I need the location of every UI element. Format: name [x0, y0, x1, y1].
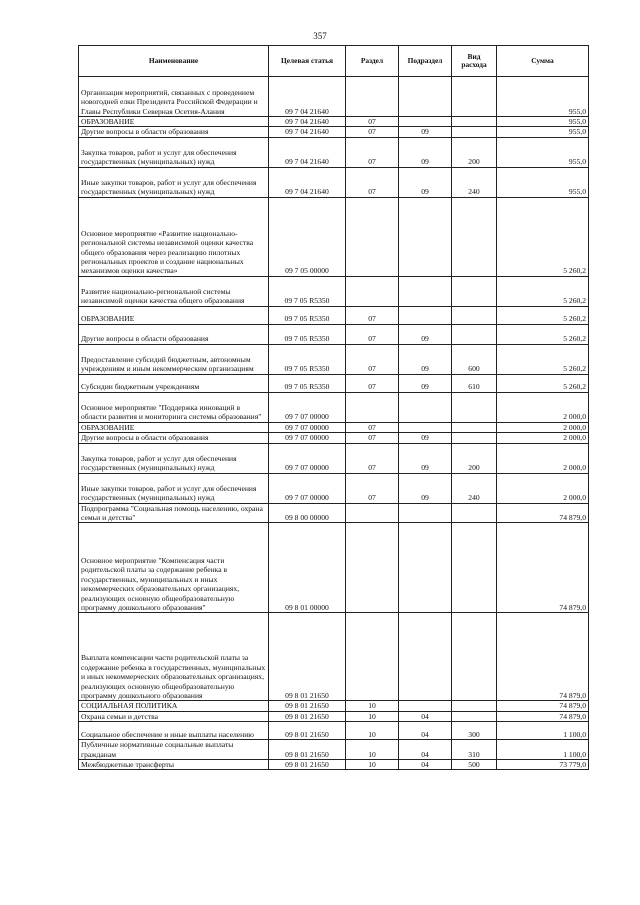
- table-cell-amount: 74 879,0: [497, 523, 589, 613]
- table-row: [79, 613, 589, 701]
- table-cell-subsection: [399, 117, 452, 127]
- table-cell-expense-type: 610: [452, 374, 497, 392]
- table-cell-amount: 955,0: [497, 137, 589, 167]
- table-cell-section: 10: [346, 760, 399, 770]
- table-row: [79, 167, 589, 197]
- table-cell-section: 07: [346, 137, 399, 167]
- table-cell-name: Развитие национально-региональной системы независимой оценки качества общего образования: [79, 276, 269, 306]
- table-cell-name: Иные закупки товаров, работ и услуг для обеспечения государственных (муниципальных) нужд: [79, 167, 269, 197]
- table-cell-name: Основное мероприятие "Поддержка инноваций в области развития и мониторинга системы образования": [79, 392, 269, 422]
- table-cell-expense-type: 240: [452, 473, 497, 503]
- table-cell-name: Закупка товаров, работ и услуг для обеспечения государственных (муниципальных) нужд: [79, 443, 269, 473]
- table-cell-name: Социальное обеспечение и иные выплаты населению: [79, 722, 269, 740]
- table-row: [79, 127, 589, 137]
- table-cell-target: 09 7 04 21640: [269, 137, 346, 167]
- table-cell-subsection: [399, 276, 452, 306]
- table-cell-section: 07: [346, 324, 399, 344]
- table-cell-expense-type: [452, 711, 497, 721]
- table-cell-target: 09 7 07 00000: [269, 433, 346, 443]
- table-cell-expense-type: [452, 433, 497, 443]
- table-cell-section: 07: [346, 167, 399, 197]
- table-cell-subsection: [399, 197, 452, 276]
- table-cell-expense-type: [452, 392, 497, 422]
- table-cell-target: 09 8 01 21650: [269, 722, 346, 740]
- table-cell-name: Предоставление субсидий бюджетным, автономным учреждениям и иным некоммерческим организациям: [79, 344, 269, 374]
- table-cell-subsection: 04: [399, 740, 452, 760]
- table-cell-section: 10: [346, 722, 399, 740]
- table-cell-target: 09 7 07 00000: [269, 392, 346, 422]
- table-cell-section: 07: [346, 473, 399, 503]
- header-subsection: Подраздел: [399, 46, 452, 77]
- table-cell-expense-type: 310: [452, 740, 497, 760]
- table-cell-expense-type: [452, 117, 497, 127]
- table-cell-expense-type: [452, 613, 497, 701]
- table-cell-amount: 73 779,0: [497, 760, 589, 770]
- table-row: [79, 374, 589, 392]
- table-cell-subsection: 09: [399, 324, 452, 344]
- header-target: Целевая статья: [269, 46, 346, 77]
- table-cell-amount: 955,0: [497, 117, 589, 127]
- table-cell-target: 09 8 01 21650: [269, 740, 346, 760]
- table-cell-amount: 74 879,0: [497, 711, 589, 721]
- table-cell-expense-type: [452, 276, 497, 306]
- table-cell-amount: 5 260,2: [497, 324, 589, 344]
- table-cell-subsection: 09: [399, 344, 452, 374]
- table-cell-amount: 74 879,0: [497, 613, 589, 701]
- table-header-row: [79, 46, 589, 77]
- table-row: [79, 701, 589, 711]
- table-cell-name: Другие вопросы в области образования: [79, 324, 269, 344]
- table-cell-target: 09 7 05 R5350: [269, 276, 346, 306]
- table-cell-expense-type: 500: [452, 760, 497, 770]
- table-cell-subsection: 09: [399, 473, 452, 503]
- header-name: Наименование: [79, 46, 269, 77]
- table-cell-amount: 5 260,2: [497, 374, 589, 392]
- table-cell-name: Выплата компенсации части родительской платы за содержание ребенка в государственных, муниципальных и иных некоммерческих образовательных организациях, реализующих основную общеобразовательную программу дошкольного образования: [79, 613, 269, 701]
- table-cell-name: Закупка товаров, работ и услуг для обеспечения государственных (муниципальных) нужд: [79, 137, 269, 167]
- table-cell-section: 07: [346, 306, 399, 324]
- table-cell-expense-type: [452, 422, 497, 432]
- table-cell-target: 09 7 05 R5350: [269, 344, 346, 374]
- table-cell-name: Организация мероприятий, связанных с проведением новогодней елки Президента Российской Федерации и Главы Республики Северная Осетия-Алания: [79, 77, 269, 117]
- table-cell-amount: 955,0: [497, 77, 589, 117]
- header-expense-type: Вид расхода: [452, 46, 497, 77]
- table-cell-name: Другие вопросы в области образования: [79, 127, 269, 137]
- table-row: [79, 443, 589, 473]
- table-cell-amount: 74 879,0: [497, 503, 589, 523]
- table-cell-target: 09 7 07 00000: [269, 443, 346, 473]
- table-cell-name: Основное мероприятие "Компенсация части родительской платы за содержание ребенка в государственных, муниципальных и иных некоммерческих образовательных организациях, реализующих основную общеобразовательную программу дошкольного образования": [79, 523, 269, 613]
- table-cell-subsection: 09: [399, 127, 452, 137]
- table-cell-section: 07: [346, 443, 399, 473]
- table-row: [79, 760, 589, 770]
- table-cell-section: [346, 197, 399, 276]
- table-row: [79, 503, 589, 523]
- table-cell-section: 07: [346, 127, 399, 137]
- table-cell-expense-type: [452, 701, 497, 711]
- table-row: [79, 137, 589, 167]
- table-cell-amount: 74 879,0: [497, 701, 589, 711]
- table-cell-subsection: [399, 613, 452, 701]
- table-cell-name: Другие вопросы в области образования: [79, 433, 269, 443]
- table-cell-amount: 1 100,0: [497, 740, 589, 760]
- table-cell-amount: 1 100,0: [497, 722, 589, 740]
- table-cell-target: 09 7 04 21640: [269, 77, 346, 117]
- table-cell-subsection: 09: [399, 374, 452, 392]
- table-cell-section: [346, 392, 399, 422]
- budget-table: [78, 45, 589, 770]
- table-cell-section: 07: [346, 117, 399, 127]
- table-cell-target: 09 7 05 R5350: [269, 324, 346, 344]
- table-cell-expense-type: [452, 306, 497, 324]
- table-cell-section: 07: [346, 422, 399, 432]
- table-cell-amount: 2 000,0: [497, 443, 589, 473]
- table-cell-amount: 2 000,0: [497, 473, 589, 503]
- table-row: [79, 324, 589, 344]
- table-cell-section: [346, 77, 399, 117]
- table-row: [79, 473, 589, 503]
- table-cell-expense-type: [452, 523, 497, 613]
- table-cell-name: ОБРАЗОВАНИЕ: [79, 117, 269, 127]
- table-row: [79, 77, 589, 117]
- table-cell-subsection: [399, 701, 452, 711]
- header-section: Раздел: [346, 46, 399, 77]
- table-cell-expense-type: 200: [452, 443, 497, 473]
- table-cell-subsection: [399, 523, 452, 613]
- table-cell-amount: 5 260,2: [497, 197, 589, 276]
- page-number: 357: [313, 31, 327, 41]
- table-cell-expense-type: 200: [452, 137, 497, 167]
- table-cell-target: 09 8 01 21650: [269, 760, 346, 770]
- table-cell-section: 10: [346, 701, 399, 711]
- table-row: [79, 722, 589, 740]
- table-cell-name: ОБРАЗОВАНИЕ: [79, 306, 269, 324]
- table-cell-section: [346, 613, 399, 701]
- table-row: [79, 197, 589, 276]
- table-cell-subsection: 04: [399, 711, 452, 721]
- table-cell-subsection: 04: [399, 722, 452, 740]
- table-cell-expense-type: [452, 197, 497, 276]
- table-row: [79, 306, 589, 324]
- table-cell-expense-type: [452, 503, 497, 523]
- table-cell-expense-type: 600: [452, 344, 497, 374]
- table-cell-subsection: 09: [399, 167, 452, 197]
- table-cell-subsection: 04: [399, 760, 452, 770]
- table-cell-amount: 5 260,2: [497, 344, 589, 374]
- table-cell-target: 09 7 04 21640: [269, 117, 346, 127]
- table-row: [79, 422, 589, 432]
- table-cell-target: 09 8 01 21650: [269, 701, 346, 711]
- table-cell-target: 09 8 01 00000: [269, 523, 346, 613]
- table-cell-subsection: [399, 306, 452, 324]
- table-cell-subsection: [399, 503, 452, 523]
- table-cell-amount: 2 000,0: [497, 392, 589, 422]
- table-row: [79, 117, 589, 127]
- table-cell-subsection: 09: [399, 433, 452, 443]
- table-cell-section: [346, 276, 399, 306]
- table-cell-amount: 2 000,0: [497, 433, 589, 443]
- table-cell-target: 09 8 01 21650: [269, 613, 346, 701]
- table-cell-section: [346, 523, 399, 613]
- table-row: [79, 276, 589, 306]
- header-amount: Сумма: [497, 46, 589, 77]
- table-cell-amount: 955,0: [497, 167, 589, 197]
- table-row: [79, 740, 589, 760]
- table-cell-section: 07: [346, 374, 399, 392]
- table-cell-subsection: 09: [399, 443, 452, 473]
- table-cell-name: Публичные нормативные социальные выплаты гражданам: [79, 740, 269, 760]
- table-cell-name: Охрана семьи и детства: [79, 711, 269, 721]
- table-cell-amount: 5 260,2: [497, 276, 589, 306]
- table-cell-subsection: [399, 392, 452, 422]
- table-cell-expense-type: 240: [452, 167, 497, 197]
- table-cell-expense-type: 300: [452, 722, 497, 740]
- table-cell-amount: 2 000,0: [497, 422, 589, 432]
- table-cell-expense-type: [452, 324, 497, 344]
- table-cell-target: 09 7 05 R5350: [269, 374, 346, 392]
- table-cell-target: 09 7 07 00000: [269, 473, 346, 503]
- table-cell-section: 07: [346, 433, 399, 443]
- table-cell-section: [346, 503, 399, 523]
- table-cell-name: Субсидии бюджетным учреждениям: [79, 374, 269, 392]
- table-row: [79, 392, 589, 422]
- table-cell-name: ОБРАЗОВАНИЕ: [79, 422, 269, 432]
- table-cell-target: 09 7 04 21640: [269, 167, 346, 197]
- table-cell-name: СОЦИАЛЬНАЯ ПОЛИТИКА: [79, 701, 269, 711]
- table-cell-name: Подпрограмма "Социальная помощь населению, охрана семьи и детства": [79, 503, 269, 523]
- table-cell-name: Основное мероприятие «Развитие национально-региональной системы независимой оценки качества общего образования через реализацию пилотных региональных проектов и создание национальных механизмов оценки качества»: [79, 197, 269, 276]
- table-cell-amount: 955,0: [497, 127, 589, 137]
- table-cell-subsection: 09: [399, 137, 452, 167]
- table-cell-expense-type: [452, 127, 497, 137]
- table-cell-target: 09 8 00 00000: [269, 503, 346, 523]
- table-cell-section: 10: [346, 740, 399, 760]
- table-cell-name: Межбюджетные трансферты: [79, 760, 269, 770]
- table-cell-expense-type: [452, 77, 497, 117]
- table-cell-target: 09 7 05 R5350: [269, 306, 346, 324]
- table-cell-target: 09 8 01 21650: [269, 711, 346, 721]
- table-cell-section: 10: [346, 711, 399, 721]
- table-row: [79, 523, 589, 613]
- table-row: [79, 344, 589, 374]
- table-cell-target: 09 7 05 00000: [269, 197, 346, 276]
- table-cell-target: 09 7 07 00000: [269, 422, 346, 432]
- table-cell-amount: 5 260,2: [497, 306, 589, 324]
- table-row: [79, 711, 589, 721]
- table-cell-subsection: [399, 422, 452, 432]
- table-cell-subsection: [399, 77, 452, 117]
- table-cell-name: Иные закупки товаров, работ и услуг для обеспечения государственных (муниципальных) нужд: [79, 473, 269, 503]
- table-cell-section: 07: [346, 344, 399, 374]
- table-row: [79, 433, 589, 443]
- table-cell-target: 09 7 04 21640: [269, 127, 346, 137]
